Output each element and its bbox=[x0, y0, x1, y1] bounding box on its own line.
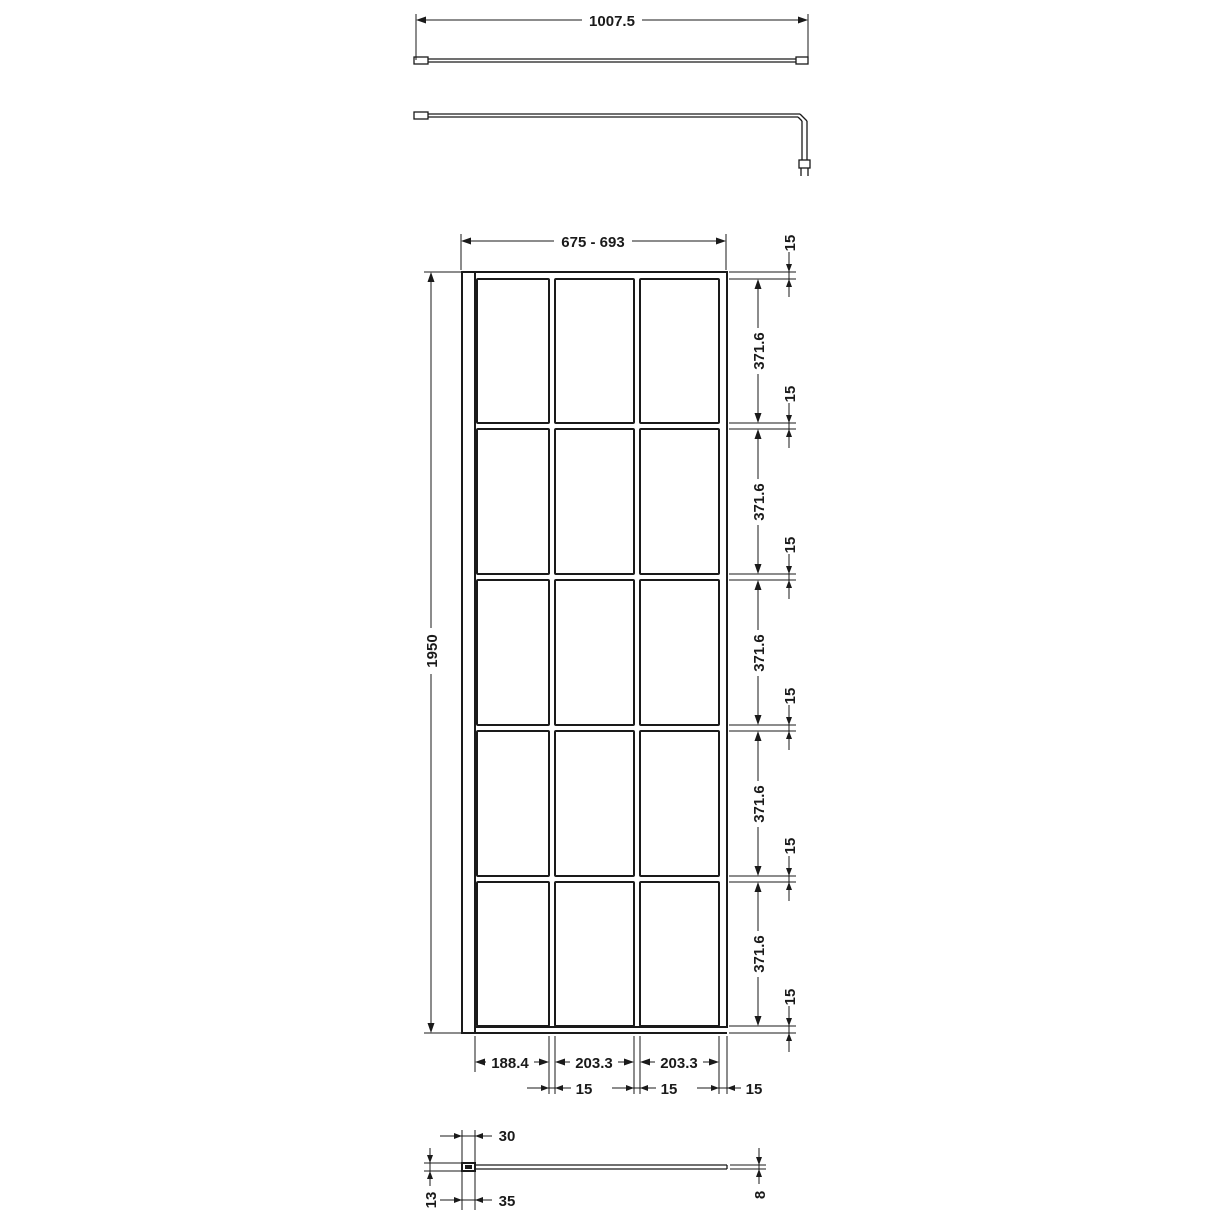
overall-width-label: 1007.5 bbox=[589, 13, 635, 30]
channel-height-label: 13 bbox=[423, 1191, 440, 1209]
transom-label-3: 15 bbox=[782, 687, 799, 705]
channel-width-label: 35 bbox=[498, 1193, 516, 1210]
top-plan-view bbox=[414, 11, 810, 176]
column-width-label-3: 203.3 bbox=[660, 1055, 698, 1072]
column-width-label-1: 188.4 bbox=[491, 1055, 529, 1072]
panel-height-label: 1950 bbox=[424, 634, 441, 668]
front-elevation-view bbox=[422, 232, 799, 1098]
panel-width-label: 675 - 693 bbox=[561, 234, 625, 251]
glass-thickness-label: 8 bbox=[752, 1190, 769, 1200]
transom-label-2: 15 bbox=[782, 536, 799, 554]
frame-top-label: 15 bbox=[782, 234, 799, 252]
pane-height-label-4: 371.6 bbox=[751, 785, 768, 823]
pane-height-label-5: 371.6 bbox=[751, 935, 768, 973]
transom-label-1: 15 bbox=[782, 385, 799, 403]
pane-height-dimensions bbox=[750, 279, 768, 1026]
wall-channel bbox=[462, 272, 475, 1033]
frame-bar-dimensions bbox=[782, 235, 799, 1052]
bottom-section-view bbox=[423, 1128, 769, 1210]
column-width-label-2: 203.3 bbox=[575, 1055, 613, 1072]
column-gap-label-2: 15 bbox=[660, 1081, 678, 1098]
wall-profile-top bbox=[414, 57, 808, 64]
transom-label-4: 15 bbox=[782, 837, 799, 855]
column-gap-label-3: 15 bbox=[745, 1081, 763, 1098]
column-gap-label-1: 15 bbox=[575, 1081, 593, 1098]
support-arm-profile bbox=[414, 112, 810, 176]
panel-frame bbox=[475, 272, 727, 1027]
grid-panes bbox=[477, 279, 719, 1026]
pane-height-label-1: 371.6 bbox=[751, 332, 768, 370]
channel-depth-label: 30 bbox=[498, 1128, 516, 1145]
pane-height-label-3: 371.6 bbox=[751, 634, 768, 672]
frame-bottom-label: 15 bbox=[782, 988, 799, 1006]
pane-height-label-2: 371.6 bbox=[751, 483, 768, 521]
column-width-dimensions bbox=[475, 1054, 719, 1072]
